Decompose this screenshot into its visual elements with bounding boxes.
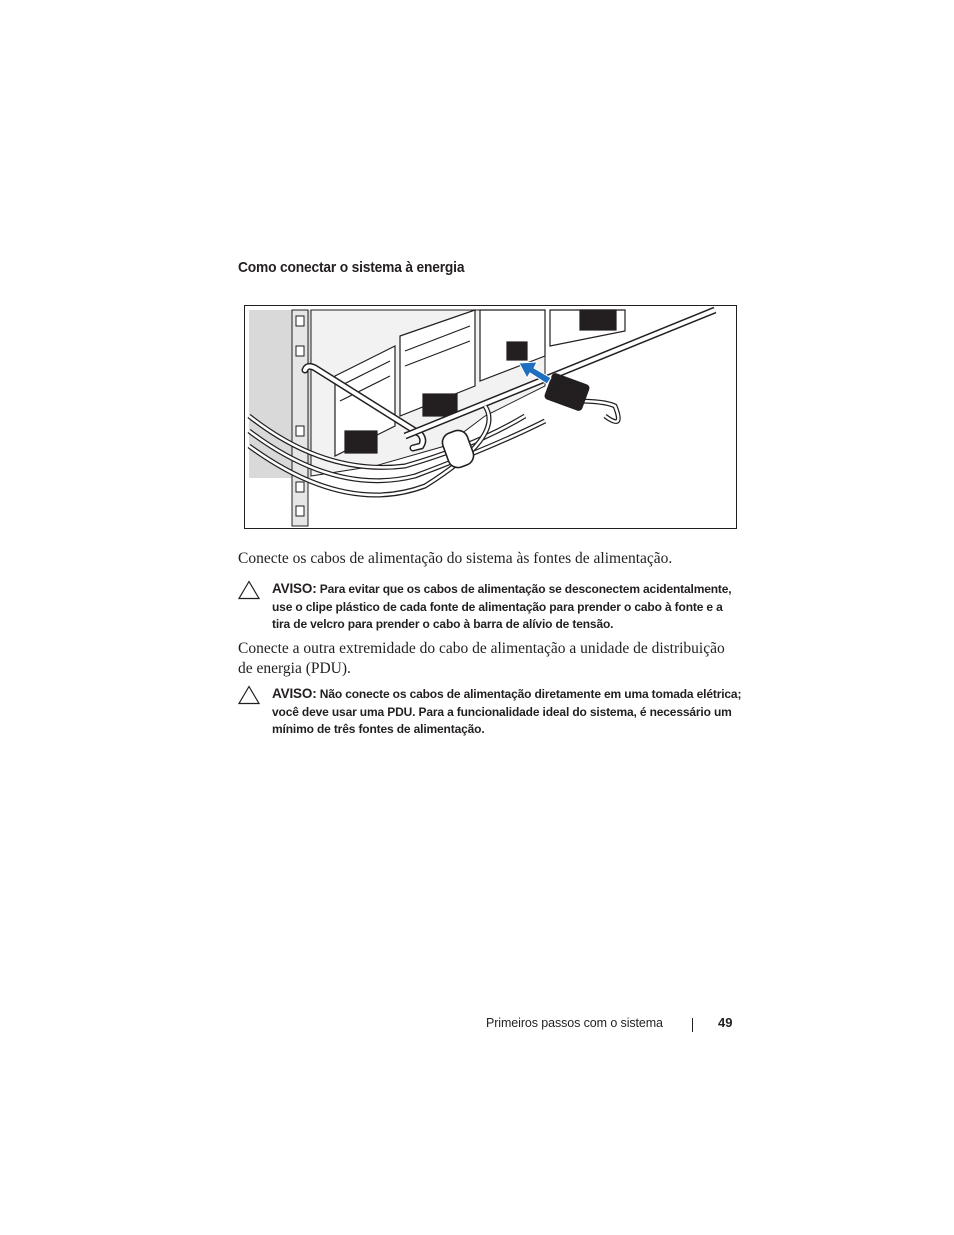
footer-title: Primeiros passos com o sistema (486, 1016, 663, 1030)
warning-text: Para evitar que os cabos de alimentação se desconectem acidentalmente, use o clipe plástico de cada fonte de alimentação para prender o cabo à fonte e a tira de velcro para prender o cabo à barra de alívio de tensão. (272, 582, 732, 631)
rack-rail (292, 310, 308, 526)
caution-triangle-icon (238, 580, 260, 600)
footer-divider (692, 1018, 693, 1032)
warning-text: Não conecte os cabos de alimentação diretamente em uma tomada elétrica; você deve usar uma PDU. Para a funcionalidade ideal do sistema, é necessário um mínimo de três fontes de alimentação. (272, 687, 742, 736)
section-heading: Como conectar o sistema à energia (238, 259, 465, 276)
caution-triangle-icon (238, 685, 260, 705)
power-connection-illustration (244, 305, 737, 529)
rail-hole-2 (296, 346, 304, 356)
warning-label: AVISO: (272, 581, 317, 596)
rail-hole-1 (296, 316, 304, 326)
step-2-text: Conecte a outra extremidade do cabo de alimentação a unidade de distribuição de energia (PDU). (238, 640, 725, 677)
page-number: 49 (718, 1015, 733, 1030)
rail-hole-4 (296, 482, 304, 492)
warning-label: AVISO: (272, 686, 317, 701)
rail-hole-5 (296, 506, 304, 516)
psu-module-4 (550, 310, 625, 346)
rail-hole-3 (296, 426, 304, 436)
step-1-text: Conecte os cabos de alimentação do sistema às fontes de alimentação. (238, 550, 673, 567)
